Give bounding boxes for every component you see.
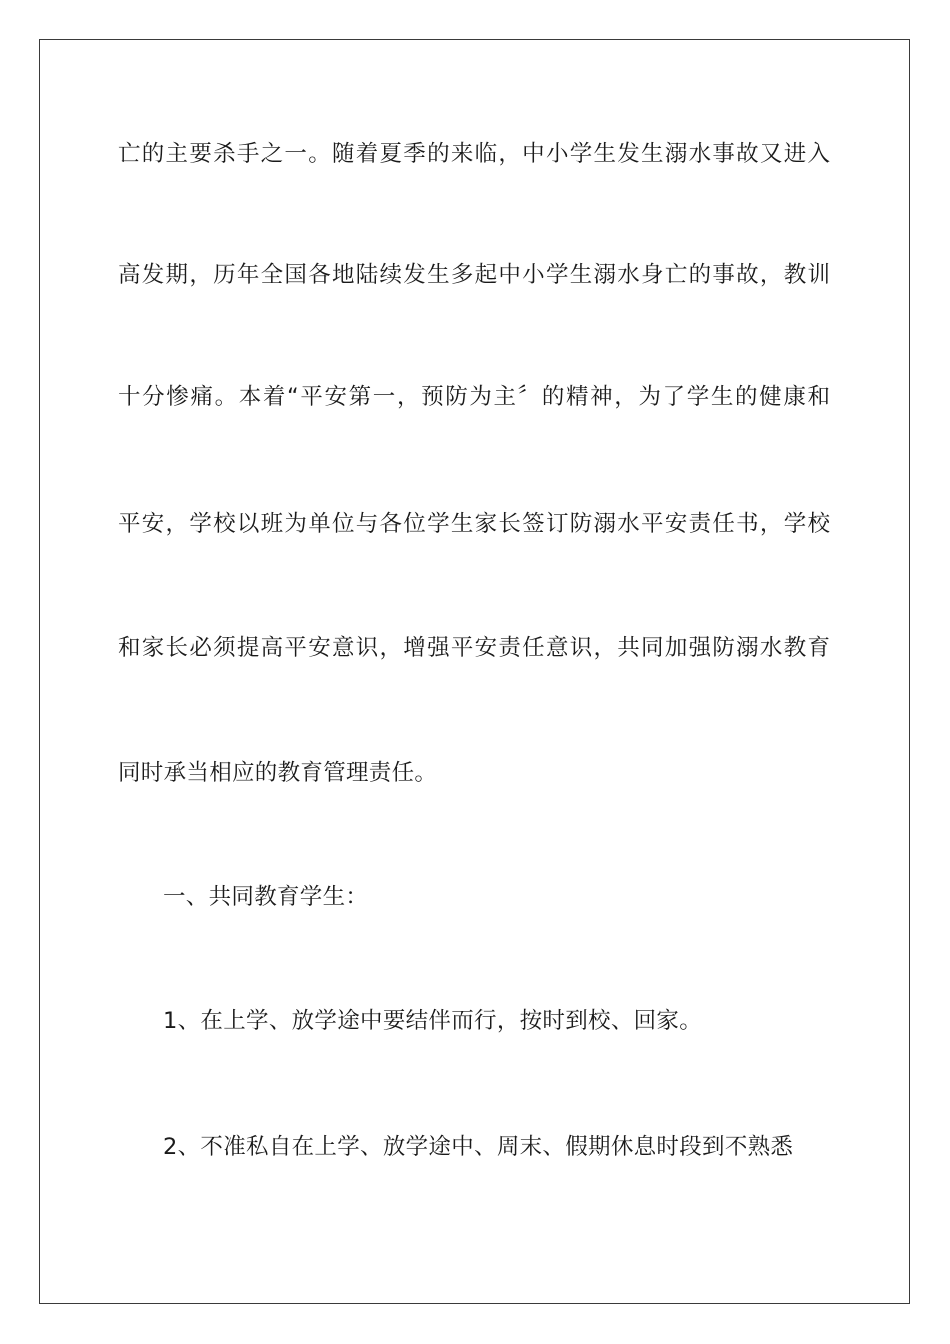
paragraph-line-1: 亡的主要杀手之一。随着夏季的来临，中小学生发生溺水事故又进入	[118, 141, 830, 167]
paragraph-line-6: 同时承当相应的教育管理责任。	[118, 760, 438, 786]
paragraph-line-3: 十分惨痛。本着“平安第一，预防为主〞的精神，为了学生的健康和	[118, 384, 830, 410]
paragraph-line-5: 和家长必须提高平安意识，增强平安责任意识，共同加强防溺水教育	[118, 635, 830, 661]
paragraph-line-4: 平安，学校以班为单位与各位学生家长签订防溺水平安责任书，学校	[118, 511, 830, 537]
page-border	[39, 39, 910, 1304]
paragraph-line-2: 高发期，历年全国各地陆续发生多起中小学生溺水身亡的事故，教训	[118, 262, 830, 288]
list-item-1: 1、在上学、放学途中要结伴而行，按时到校、回家。	[163, 1008, 703, 1034]
list-item-2: 2、不准私自在上学、放学途中、周末、假期休息时段到不熟悉	[163, 1134, 794, 1160]
section-heading: 一、共同教育学生：	[163, 884, 369, 910]
